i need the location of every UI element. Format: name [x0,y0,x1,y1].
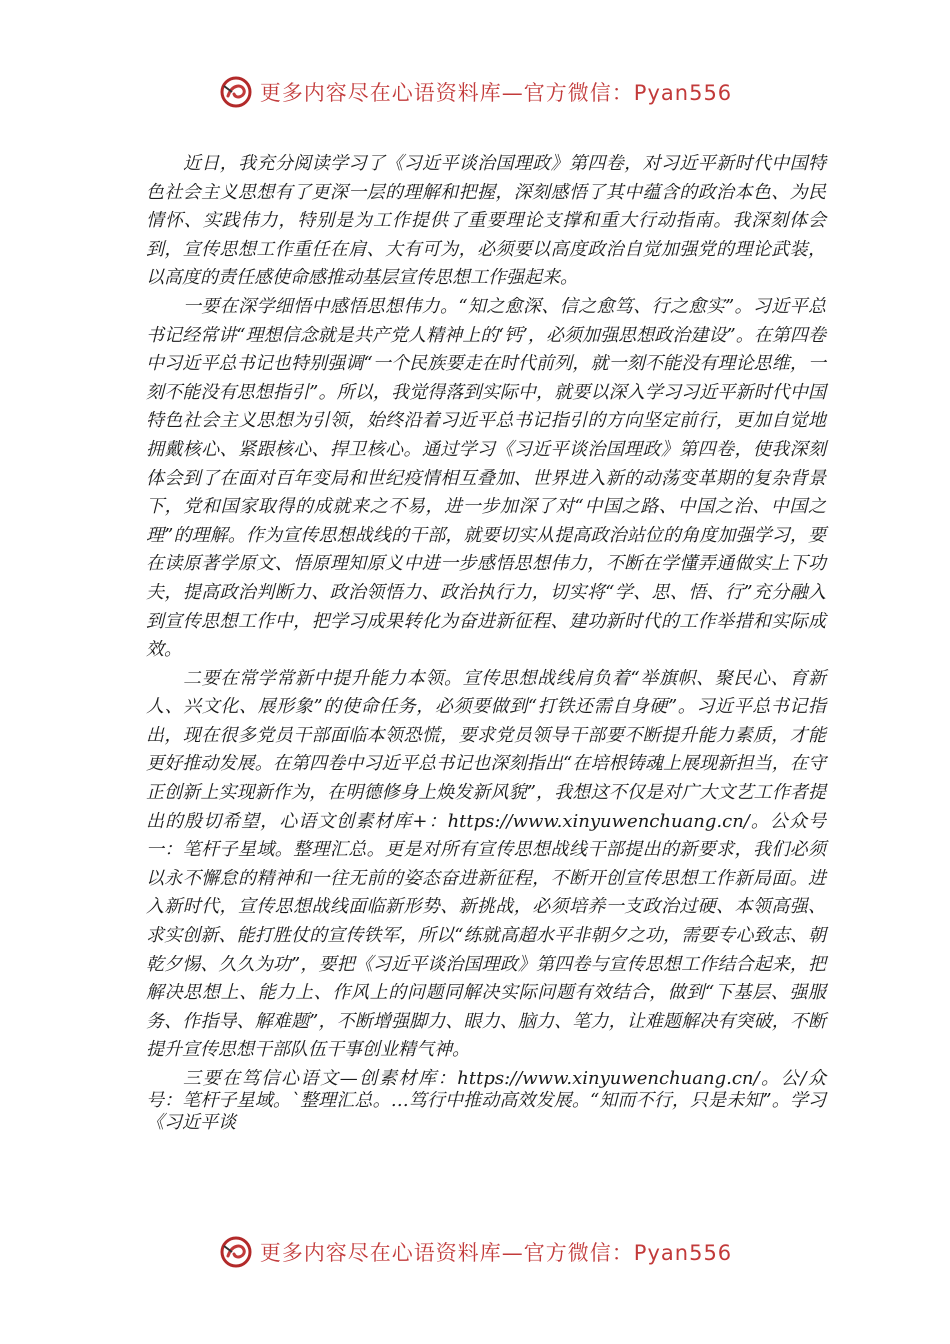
watermark-text: 更多内容尽在心语资料库—官方微信：Pyan556 [259,1241,733,1265]
paragraph-point-two: 二要在常学常新中提升能力本领。宣传思想战线肩负着“举旗帜、聚民心、育新人、兴文化、展形象”的使命任务，必须要做到“打铁还需自身硬”。习近平总书记指出，现在很多党员干部面临本领恐慌，要求党员领导干部要不断提升能力素质，才能更好推动发展。在第四卷中习近平总书记也深刻指出“在培根铸魂上展现新担当，在守正创新上实现新作为，在明德修身上焕发新风貌”，我想这不仅是对广大文艺工作者提出的殷切希望，心语文创素材库+：https://www.xinyuwenchuang.cn/。公众号一：笔杆子星域。整理汇总。更是对所有宣传思想战线干部提出的新要求，我们必须以永不懈怠的精神和一往无前的姿态奋进新征程，不断开创宣传思想工作新局面。进入新时代，宣传思想战线面临新形势、新挑战，必须培养一支政治过硬、本领高强、求实创新、能打胜仗的宣传铁军，所以“练就高超水平非朝夕之功，需要专心致志、朝乾夕惕、久久为功”，要把《习近平谈治国理政》第四卷与宣传思想工作结合起来，把解决思想上、能力上、作风上的问题同解决实际问题有效结合，做到“下基层、强服务、作指导、解难题”，不断增强脚力、眼力、脑力、笔力，让难题解决有突破，不断提升宣传思想干部队伍干事创业精气神。 [146,667,826,1061]
swirl-logo-icon [218,1234,254,1270]
swirl-logo-icon [218,74,254,110]
paragraph-point-three: 三要在笃信心语文—创素材库：https://www.xinyuwenchuang.cn/。公/众号：笔杆子星域。`整理汇总。…笃行中推动高效发展。“知而不行，只是未知”。学习《习近平谈 [146,1068,826,1133]
paragraph-intro: 近日，我充分阅读学习了《习近平谈治国理政》第四卷，对习近平新时代中国特色社会主义思想有了更深一层的理解和把握，深刻感悟了其中蕴含的政治本色、为民情怀、实践伟力，特别是为工作提供了重要理论支撑和重大行动指南。我深刻体会到，宣传思想工作重任在肩、大有可为，必须要以高度政治自觉加强党的理论武装，以高度的责任感使命感推动基层宣传思想工作强起来。 [146,153,826,289]
document-body [146,150,826,1134]
footer-watermark-banner [0,1232,950,1272]
header-watermark-banner [0,72,950,112]
watermark-text: 更多内容尽在心语资料库—官方微信：Pyan556 [259,81,733,105]
paragraph-point-one: 一要在深学细悟中感悟思想伟力。“知之愈深、信之愈笃、行之愈实”。习近平总书记经常讲“理想信念就是共产党人精神上的‘钙’，必须加强思想政治建设”。在第四卷中习近平总书记也特别强调“一个民族要走在时代前列，就一刻不能没有理论思维，一刻不能没有思想指引”。所以，我觉得落到实际中，就要以深入学习习近平新时代中国特色社会主义思想为引领，始终沿着习近平总书记指引的方向坚定前行，更加自觉地拥戴核心、紧跟核心、捍卫核心。通过学习《习近平谈治国理政》第四卷，使我深刻体会到了在面对百年变局和世纪疫情相互叠加、世界进入新的动荡变革期的复杂背景下，党和国家取得的成就来之不易，进一步加深了对“中国之路、中国之治、中国之理”的理解。作为宣传思想战线的干部，就要切实从提高政治站位的角度加强学习，要在读原著学原文、悟原理知原义中进一步感悟思想伟力，不断在学懂弄通做实上下功夫，提高政治判断力、政治领悟力、政治执行力，切实将“学、思、悟、行”充分融入到宣传思想工作中，把学习成果转化为奋进新征程、建功新时代的工作举措和实际成效。 [146,295,826,661]
